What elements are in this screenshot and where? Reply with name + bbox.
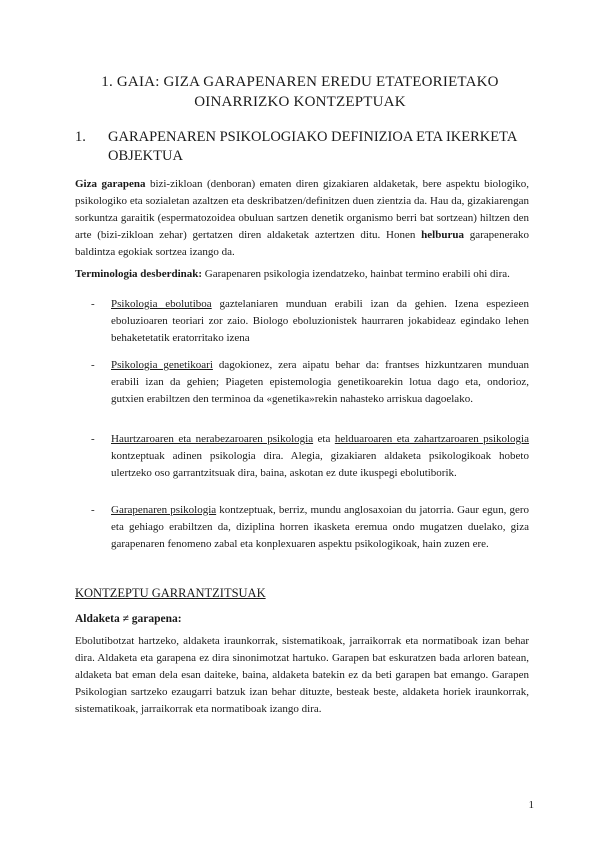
title-line-1: 1. GAIA: GIZA GARAPENAREN EREDU ETATEORIETAKO [101, 74, 499, 90]
key-concepts-paragraph: Ebolutibotzat hartzeko, aldaketa iraunkorrak, sistematikoak, jarraikorrak eta normatiboak izan behar dira. Aldaketa eta garapena ez dira sinonimotzat hartuko. Garapen bat eskuratzen bada arloren batean, aldaketa bat eman dela esan daiteke, baina, aldaketa batekin ez da beti garapen bat emango. Garapen Psikologian sartzeko ezaugarri batzuk izan behar dituzte, besteak beste, aldaketa horiek iraunkorrak, sistematikoak, jarraikorrak eta normatiboak izango dira. [75, 635, 529, 715]
term-underlined-2: helduaroaren eta zahartzaroaren psikologia [334, 433, 530, 445]
list-item [91, 296, 529, 347]
bullet-dash: - [91, 433, 95, 445]
intro-text-a: bizi-zikloan (denboran) ematen diren gizakiaren aldaketak, bere aspektu biologiko, psikologiko eta sozialetan azaltzen eta deskribatzen/definitzen duen zientzia da. Hau da, gizakiarengan sorkuntza garaitik (espermatozoidea obuluan sartzen denetik organismo berri bat sortzean) hiltzen den arte (bizi-zikloan zehar) gertatzen diren aldaketak aztertzen ditu. Honen [75, 178, 529, 241]
term-underlined: Garapenaren psikologia [111, 504, 217, 516]
term-underlined: Haurtzaroaren eta nerabezaroaren psikologia [111, 433, 314, 445]
terminology-label: Terminologia desberdinak: [75, 268, 203, 280]
term-underlined: Psikologia ebolutiboa [111, 298, 212, 310]
section-heading [75, 128, 535, 166]
section-number: 1. [75, 129, 86, 145]
intro-bold-goal: helburua [421, 229, 464, 241]
section-title-line-2: OBJEKTUA [108, 148, 183, 164]
title-line-2: OINARRIZKO KONTZEPTUAK [194, 94, 406, 110]
list-item-text: gaztelaniaren munduan erabili izan da gehien. Izena espezieen eboluzioaren teoriari zor zaio. Biologo eboluzionistek haurraren jokabideaz egindako lehen behaketetatik eratorritako izena [111, 298, 529, 344]
intro-paragraph [75, 176, 529, 261]
intro-term: Giza garapena [75, 178, 146, 190]
terminology-paragraph [75, 266, 529, 283]
bullet-dash: - [91, 504, 95, 516]
key-concepts-subheading: Aldaketa ≠ garapena: [75, 613, 182, 625]
list-item-text: dagokionez, zera aipatu behar da: frantses hizkuntzaren munduan erabili izan da gehien; Piageten epistemologia genetikoarekin lotua dago eta, ondorioz, gutxien erabiltzen den terminoa da «genetika»rekin nahasteko arriskua dagoelako. [111, 359, 529, 405]
list-item [91, 357, 529, 408]
key-concepts-heading: KONTZEPTU GARRANTZITSUAK [75, 586, 266, 600]
term-underlined: Psikologia genetikoari [111, 359, 213, 371]
list-item [91, 502, 530, 553]
page-number: 1 [528, 799, 534, 811]
list-item-connector: eta [313, 433, 335, 445]
document-title [60, 72, 540, 112]
intro-text-b: garapenerako baldintza egokiak sortzea izango da. [75, 229, 529, 258]
section-title-line-1: GARAPENAREN PSIKOLOGIAKO DEFINIZIOA ETA IKERKETA [108, 129, 518, 145]
terminology-text: Garapenaren psikologia izendatzeko, hainbat termino erabili ohi dira. [202, 268, 510, 280]
list-item [91, 431, 530, 482]
bullet-dash: - [91, 298, 95, 310]
list-item-text: kontzeptuak, berriz, mundu anglosaxoian du jatorria. Gaur egun, gero eta gehiago erabiltzen da, diziplina horren ikasketa eremua ondo mugatzen duelako, giza garapenaren fenomeno zabal eta konplexuaren aspektu psikologikoak, hain zuzen ere. [111, 504, 530, 550]
list-item-text: kontzeptuak adinen psikologia dira. Alegia, gizakiaren aldaketa psikologikoak hobeto ulertzeko oso garrantzitsuak dira, baina, askotan ez dute ikuspegi ebolutiborik. [111, 450, 529, 479]
bullet-dash: - [91, 359, 95, 371]
